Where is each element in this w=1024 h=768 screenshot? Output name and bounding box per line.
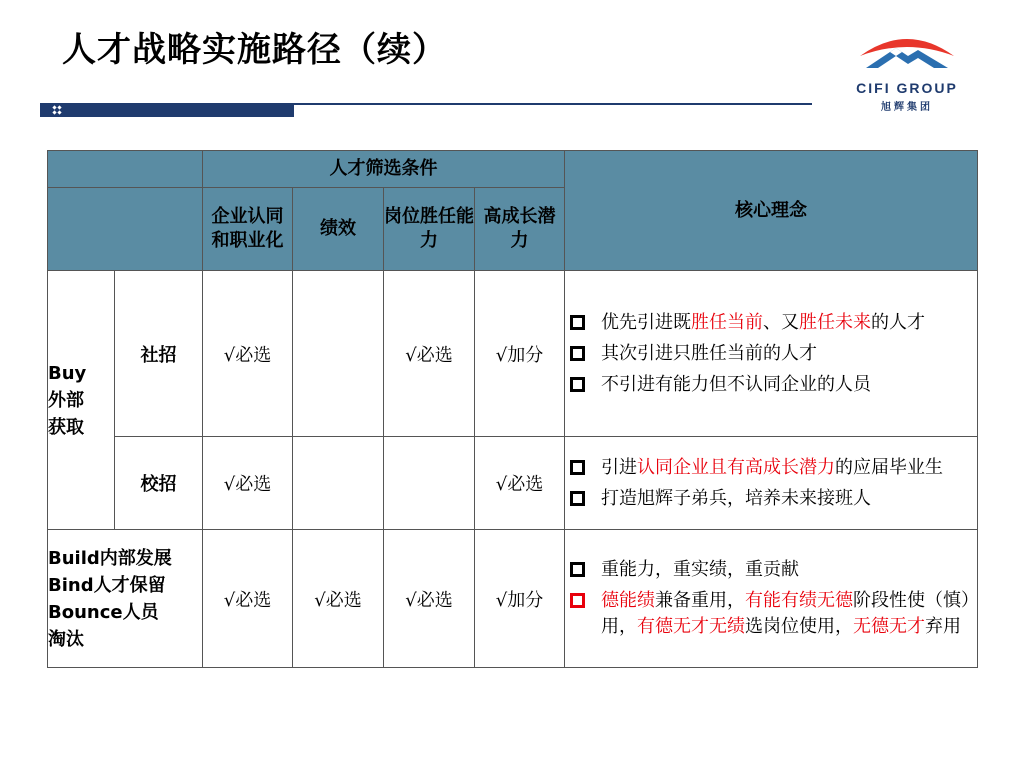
diamond-marks-icon xyxy=(50,105,64,116)
idea-text: 引进 xyxy=(601,456,637,478)
idea-item xyxy=(565,486,977,512)
idea-highlight: 有能有绩无德 xyxy=(745,590,853,611)
header-corner-bottom xyxy=(48,188,203,271)
ideas-list xyxy=(565,455,977,512)
cell-value: √必选 xyxy=(203,530,293,668)
idea-text: 重能力，重实绩，重贡献 xyxy=(601,559,799,580)
checkbox-square-icon xyxy=(570,562,585,577)
cell-value: √加分 xyxy=(475,271,565,437)
logo-brand-en: CIFI GROUP xyxy=(856,80,958,96)
criteria-header-identity: 企业认同和职业化 xyxy=(203,188,293,271)
idea-text: 选岗位使用， xyxy=(745,616,853,637)
talent-strategy-table xyxy=(47,150,978,668)
idea-highlight: 德能绩 xyxy=(601,590,655,611)
idea-item xyxy=(565,310,977,336)
cell-value xyxy=(293,437,384,530)
idea-highlight: 无德无才 xyxy=(853,616,925,637)
group-line: 外部 xyxy=(48,389,84,411)
table-row xyxy=(48,530,978,668)
page-title: 人才战略实施路径（续） xyxy=(62,30,447,70)
group-line: 淘汰 xyxy=(48,628,84,650)
core-ideas-cell xyxy=(565,530,978,668)
group-line: Bounce人员 xyxy=(48,601,159,623)
idea-highlight: 胜任未来 xyxy=(799,311,871,333)
cell-value: √必选 xyxy=(384,530,475,668)
cell-value xyxy=(384,437,475,530)
mountain-logo-icon xyxy=(856,28,958,78)
checkbox-square-icon xyxy=(570,315,585,330)
group-line: Bind人才保留 xyxy=(48,574,166,596)
cell-value: √必选 xyxy=(203,437,293,530)
idea-item xyxy=(565,372,977,398)
group-line: 获取 xyxy=(48,416,84,438)
company-logo xyxy=(842,28,972,112)
idea-text: 优先引进既 xyxy=(601,311,691,333)
idea-item xyxy=(565,341,977,367)
idea-text: 兼备重用， xyxy=(655,590,745,611)
idea-highlight: 认同企业且有高成长潜力 xyxy=(637,456,835,478)
idea-item xyxy=(565,557,977,583)
group-line: Buy xyxy=(48,362,87,384)
idea-text: 的应届毕业生 xyxy=(835,456,943,478)
header-bar xyxy=(40,104,294,117)
checkbox-square-icon xyxy=(570,460,585,475)
table-row xyxy=(48,437,978,530)
checkbox-square-icon xyxy=(570,491,585,506)
group-build-bind-bounce xyxy=(48,530,203,668)
header-corner-top xyxy=(48,151,203,188)
row-label-campus: 校招 xyxy=(115,437,203,530)
idea-item xyxy=(565,588,977,640)
idea-highlight: 有德无才无绩 xyxy=(637,616,745,637)
core-idea-header: 核心理念 xyxy=(565,151,978,271)
idea-highlight: 胜任当前 xyxy=(691,311,763,333)
ideas-list xyxy=(565,557,977,640)
idea-text: 的人才 xyxy=(871,311,925,333)
group-line: Build内部发展 xyxy=(48,547,172,569)
criteria-group-header: 人才筛选条件 xyxy=(203,151,565,188)
cell-value xyxy=(293,271,384,437)
idea-text: 其次引进只胜任当前的人才 xyxy=(601,342,817,364)
idea-item xyxy=(565,455,977,481)
logo-brand-cn: 旭辉集团 xyxy=(881,102,933,113)
cell-value: √必选 xyxy=(203,271,293,437)
core-ideas-cell xyxy=(565,271,978,437)
row-label-social: 社招 xyxy=(115,271,203,437)
idea-text: 、又 xyxy=(763,311,799,333)
idea-text: 打造旭辉子弟兵，培养未来接班人 xyxy=(601,487,871,509)
criteria-header-performance: 绩效 xyxy=(293,188,384,271)
table-row xyxy=(48,271,978,437)
checkbox-square-icon xyxy=(570,346,585,361)
checkbox-square-icon xyxy=(570,377,585,392)
idea-text: 不引进有能力但不认同企业的人员 xyxy=(601,373,871,395)
idea-text: 阶段性使（慎）用， xyxy=(601,590,970,637)
criteria-header-potential: 高成长潜力 xyxy=(475,188,565,271)
group-buy xyxy=(48,271,115,530)
cell-value: √必选 xyxy=(384,271,475,437)
cell-value: √加分 xyxy=(475,530,565,668)
idea-text: 弃用 xyxy=(925,616,961,637)
core-ideas-cell xyxy=(565,437,978,530)
cell-value: √必选 xyxy=(293,530,384,668)
criteria-header-competency: 岗位胜任能力 xyxy=(384,188,475,271)
cell-value: √必选 xyxy=(475,437,565,530)
ideas-list xyxy=(565,310,977,398)
checkbox-square-icon xyxy=(570,593,585,608)
